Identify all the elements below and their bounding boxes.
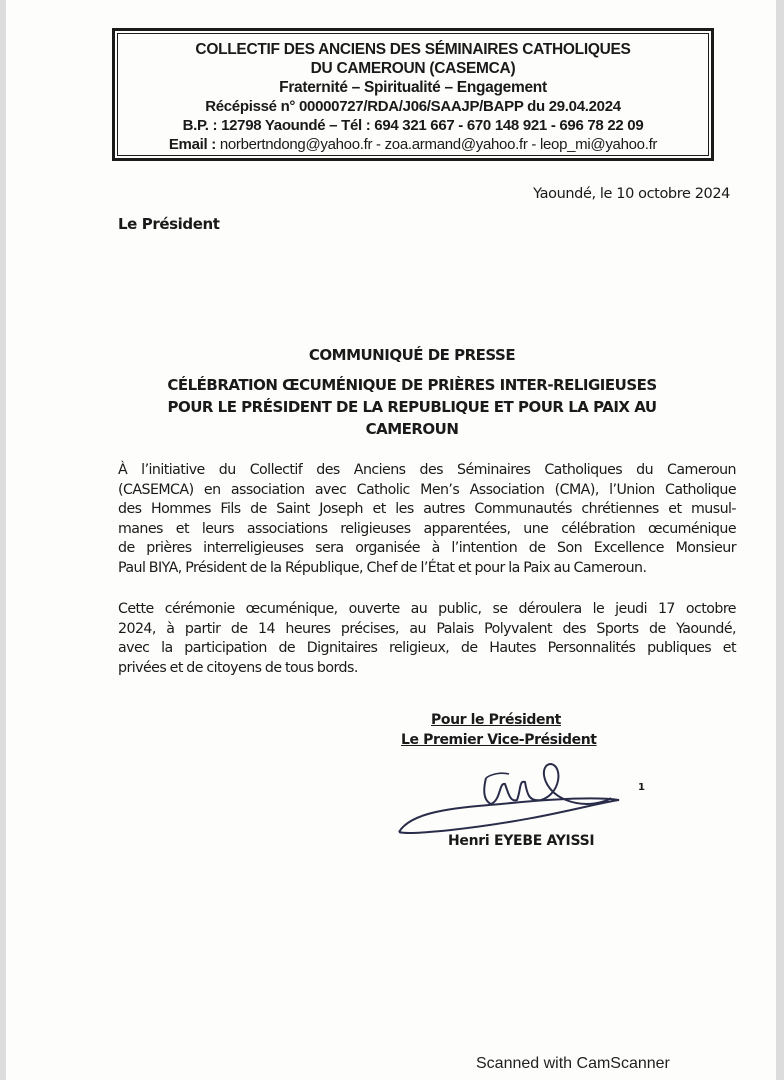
text-line: privées et de citoyens de tous bords. <box>118 659 358 676</box>
text-line: 2024, à partir de 14 heures précises, au Palais Polyvalent des Sports de Yaoundé, <box>118 620 736 637</box>
text-line: À l’initiative du Collectif des Anciens des Séminaires Catholiques du Cameroun <box>118 462 736 478</box>
signature-role: Le Premier Vice-Président <box>401 732 597 748</box>
title-line: POUR LE PRÉSIDENT DE LA REPUBLIQUE ET POUR LA PAIX AU <box>167 398 657 416</box>
signer-name: Henri EYEBE AYISSI <box>448 833 595 849</box>
email-label: Email : <box>168 136 216 153</box>
letter-sender: Le Président <box>118 215 220 233</box>
signature-for-line: Pour le Président <box>431 712 561 728</box>
org-motto: Fraternité – Spiritualité – Engagement <box>279 79 547 96</box>
title-line: CÉLÉBRATION ŒCUMÉNIQUE DE PRIÈRES INTER-RELIGIEUSES <box>167 376 657 394</box>
letterhead-box <box>112 28 714 161</box>
org-name-line1: COLLECTIF DES ANCIENS DES SÉMINAIRES CATHOLIQUES <box>195 41 631 58</box>
title-line: CAMEROUN <box>365 420 459 438</box>
text-line: des Hommes Fils de Saint Joseph et les autres Communautés chrétiennes et musul- <box>118 501 736 518</box>
text-line: avec la participation de Dignitaires religieux, de Hautes Personnalités publiques et <box>118 640 736 657</box>
page-number: 1 <box>638 782 645 793</box>
signature-title-block <box>401 710 597 750</box>
communique-heading: COMMUNIQUÉ DE PRESSE <box>308 346 516 364</box>
text-line: Paul BIYA, Président de la République, Chef de l’État et pour la Paix au Cameroun. <box>118 559 647 576</box>
document-page <box>6 0 776 1080</box>
communique-title <box>102 374 722 440</box>
paragraph-initiative <box>118 461 736 579</box>
org-email-line <box>115 135 711 154</box>
org-name-line2: DU CAMEROUN (CASEMCA) <box>310 60 516 77</box>
handwritten-signature <box>391 760 631 840</box>
text-line: de prières interreligieuses sera organisée à l’intention de Son Excellence Monsieur <box>118 540 736 557</box>
org-contact: B.P. : 12798 Yaoundé – Tél : 694 321 667 - 670 148 921 - 696 78 22 09 <box>182 117 644 134</box>
paragraph-ceremony <box>118 600 736 678</box>
text-line: manes et leurs associations religieuses apparentées, une célébration œcuménique <box>118 520 736 537</box>
text-line: (CASEMCA) en association avec Catholic Men’s Association (CMA), l’Union Catholique <box>118 481 736 498</box>
text-line: Cette cérémonie œcuménique, ouverte au public, se déroulera le jeudi 17 octobre <box>118 601 736 617</box>
email-addresses: norbertndong@yahoo.fr - zoa.armand@yahoo.fr - leop_mi@yahoo.fr <box>219 136 658 153</box>
org-receipt: Récépissé n° 00000727/RDA/J06/SAAJP/BAPP du 29.04.2024 <box>205 98 621 115</box>
letter-date: Yaoundé, le 10 octobre 2024 <box>533 186 730 202</box>
camscanner-watermark: Scanned with CamScanner <box>476 1055 670 1072</box>
